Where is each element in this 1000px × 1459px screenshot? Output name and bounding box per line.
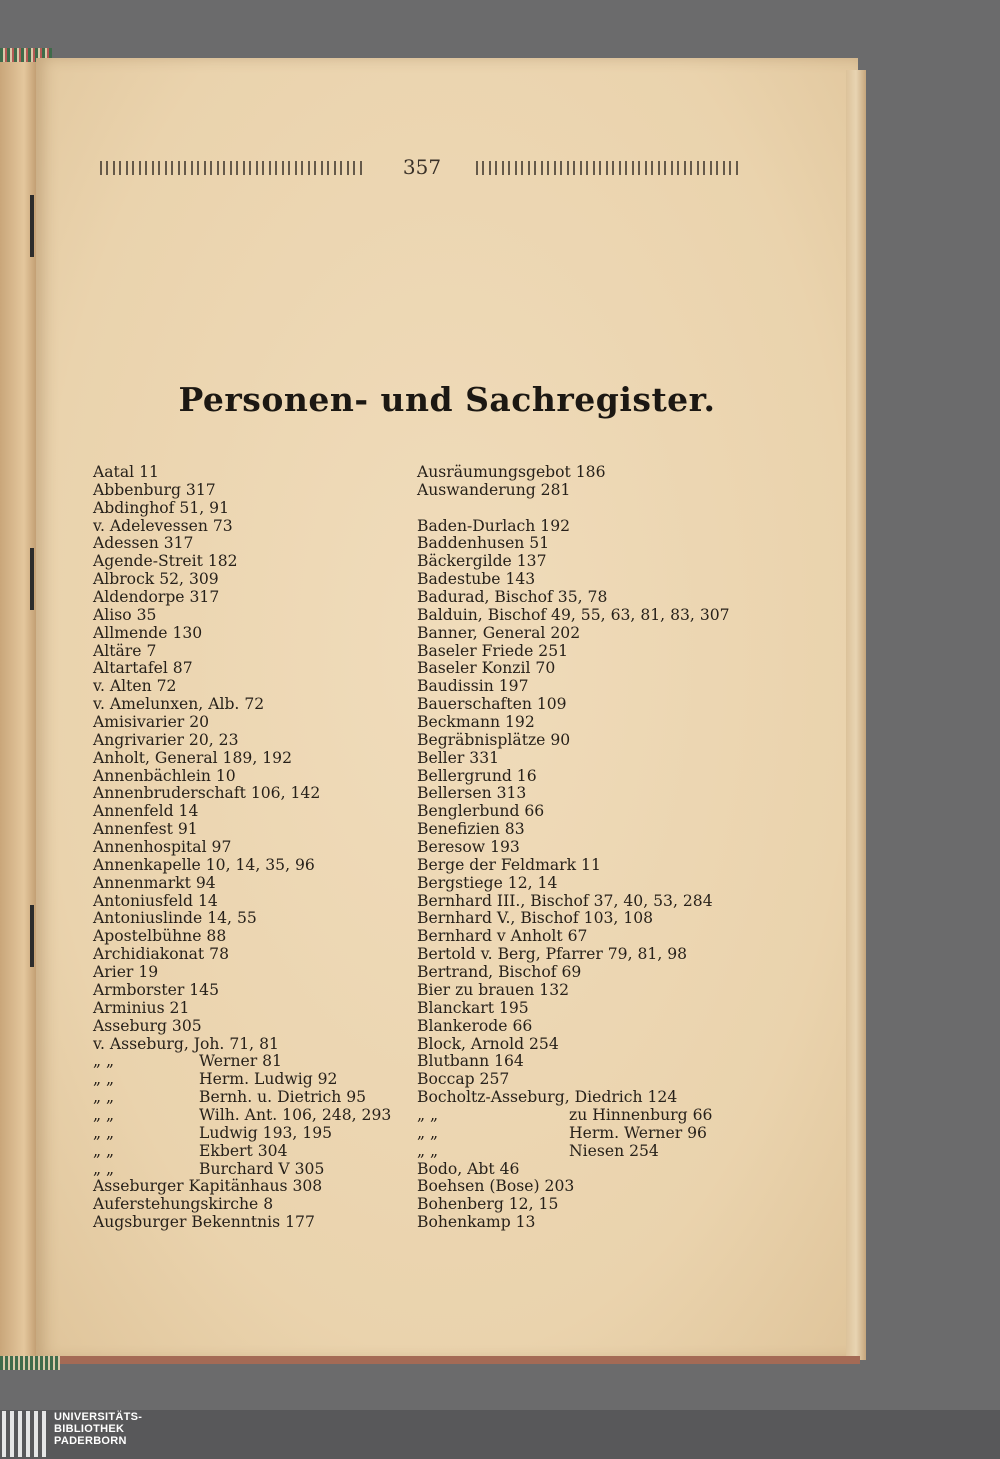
index-entry: [417, 1036, 747, 1054]
index-entry: [417, 946, 747, 964]
index-entry: [93, 732, 413, 750]
index-entry-text: Beller 331: [417, 748, 500, 767]
index-entry-text: Annenfest 91: [93, 820, 198, 839]
index-entry: [93, 607, 413, 625]
index-entry: [417, 893, 747, 911]
index-entry-text: Bier zu brauen 132: [417, 980, 570, 999]
index-entry-text: Annenkapelle 10, 14, 35, 96: [93, 855, 315, 874]
ditto-mark: „ „: [93, 1070, 115, 1089]
index-entry-text: Bernhard III., Bischof 37, 40, 53, 284: [417, 891, 713, 910]
running-header: [100, 155, 742, 186]
index-entry-text: Agende-Streit 182: [93, 552, 238, 571]
ditto-mark: „ „: [93, 1052, 115, 1071]
index-entry: [417, 1053, 747, 1071]
index-entry-text: Auswanderung 281: [417, 480, 571, 499]
index-entry: [93, 1125, 413, 1143]
index-entry-text: Benefizien 83: [417, 820, 525, 839]
index-entry: [93, 1089, 413, 1107]
index-entry-text: Benglerbund 66: [417, 802, 545, 821]
index-entry-text: Burchard V 305: [199, 1159, 325, 1178]
index-entry-text: Antoniuslinde 14, 55: [93, 909, 257, 928]
index-entry-text: Badestube 143: [417, 570, 536, 589]
index-entry-text: Bernhard V., Bischof 103, 108: [417, 909, 654, 928]
index-entry-text: Bauerschaften 109: [417, 695, 567, 714]
index-column-right: [417, 464, 747, 1232]
index-entry-text: Albrock 52, 309: [93, 570, 219, 589]
index-entry: [93, 857, 413, 875]
ditto-mark: „ „: [93, 1141, 115, 1160]
index-entry-text: v. Alten 72: [93, 677, 177, 696]
index-entry: [417, 785, 747, 803]
gutter-mark: [30, 548, 34, 610]
index-entry: [93, 982, 413, 1000]
index-entry-text: Baudissin 197: [417, 677, 529, 696]
ditto-mark: „ „: [417, 1141, 439, 1160]
index-entry-text: Baden-Durlach 192: [417, 516, 571, 535]
index-entry: [417, 768, 747, 786]
index-entry-text: Arier 19: [93, 963, 159, 982]
index-entry-text: Bernh. u. Dietrich 95: [199, 1088, 367, 1107]
index-entry-text: Berge der Feldmark 11: [417, 855, 601, 874]
index-entry-text: Amisivarier 20: [93, 713, 210, 732]
index-entry: [93, 1000, 413, 1018]
logo-bar: [42, 1411, 46, 1457]
index-entry-text: Balduin, Bischof 49, 55, 63, 81, 83, 307: [417, 605, 730, 624]
index-entry-text: Bertrand, Bischof 69: [417, 963, 582, 982]
index-entry-text: Herm. Werner 96: [569, 1123, 707, 1142]
index-entry: [93, 1036, 413, 1054]
index-entry-text: Baseler Konzil 70: [417, 659, 556, 678]
ditto-mark: „ „: [417, 1123, 439, 1142]
page-edge-bottom: [60, 1356, 860, 1364]
index-entry-text: Allmende 130: [93, 623, 203, 642]
index-entry: [417, 1018, 747, 1036]
index-entry: [417, 750, 747, 768]
index-entry: [417, 982, 747, 1000]
index-entry-text: Augsburger Bekenntnis 177: [93, 1213, 315, 1232]
index-entry: [93, 482, 413, 500]
index-entry: [417, 535, 747, 553]
footer-bar: [0, 1410, 1000, 1459]
index-entry-text: zu Hinnenburg 66: [569, 1105, 713, 1124]
index-entry-text: Apostelbühne 88: [93, 927, 227, 946]
logo-bar: [10, 1411, 14, 1457]
index-entry: [93, 678, 413, 696]
index-entry: [417, 910, 747, 928]
index-entry-text: Badurad, Bischof 35, 78: [417, 588, 608, 607]
index-entry-text: Banner, General 202: [417, 623, 581, 642]
index-entry-text: Ludwig 193, 195: [199, 1123, 333, 1142]
index-entry: [417, 714, 747, 732]
index-entry: [93, 750, 413, 768]
index-entry-text: Bertold v. Berg, Pfarrer 79, 81, 98: [417, 945, 688, 964]
index-entry: [93, 928, 413, 946]
index-column-left: [93, 464, 413, 1232]
index-entry: [417, 1161, 747, 1179]
index-entry-text: Armborster 145: [93, 980, 219, 999]
index-entry: [93, 946, 413, 964]
index-entry: [417, 1214, 747, 1232]
index-entry: [417, 732, 747, 750]
index-entry-text: Auferstehungskirche 8: [93, 1195, 274, 1214]
index-entry: [417, 1196, 747, 1214]
gutter-mark: [30, 195, 34, 257]
index-entry-text: Bellersen 313: [417, 784, 527, 803]
index-entry: [417, 607, 747, 625]
index-entry: [417, 482, 747, 500]
index-entry: [417, 928, 747, 946]
index-entry-text: Bellergrund 16: [417, 766, 537, 785]
index-entry-text: Angrivarier 20, 23: [93, 730, 239, 749]
index-entry: [93, 785, 413, 803]
index-entry: [93, 875, 413, 893]
index-entry: [93, 1143, 413, 1161]
index-entry-text: Blutbann 164: [417, 1052, 524, 1071]
index-entry: [93, 1107, 413, 1125]
index-entry-text: Niesen 254: [569, 1141, 659, 1160]
index-entry: [93, 553, 413, 571]
index-entry-text: Blankerode 66: [417, 1016, 533, 1035]
index-entry-text: Adessen 317: [93, 534, 194, 553]
index-entry-text: Annenbruderschaft 106, 142: [93, 784, 321, 803]
index-entry: [417, 660, 747, 678]
index-entry-text: Archidiakonat 78: [93, 945, 229, 964]
index-entry: [417, 696, 747, 714]
index-entry-text: Abbenburg 317: [93, 480, 216, 499]
index-entry-text: Annenfeld 14: [93, 802, 199, 821]
index-entry: [417, 1143, 747, 1161]
index-entry: [417, 518, 747, 536]
index-entry-text: Bergstiege 12, 14: [417, 873, 558, 892]
ditto-mark: „ „: [93, 1105, 115, 1124]
index-entry: [417, 821, 747, 839]
index-entry-text: Wilh. Ant. 106, 248, 293: [199, 1105, 392, 1124]
index-entry-text: Bäckergilde 137: [417, 552, 547, 571]
index-entry-text: Arminius 21: [93, 998, 190, 1017]
index-entry: [93, 625, 413, 643]
index-entry: [93, 893, 413, 911]
library-name-line: PADERBORN: [54, 1435, 127, 1447]
library-name-line: BIBLIOTHEK: [54, 1423, 125, 1435]
index-entry-text: Beresow 193: [417, 838, 520, 857]
index-entry: [417, 1000, 747, 1018]
index-entry: [417, 857, 747, 875]
library-name-line: UNIVERSITÄTS-: [54, 1411, 143, 1423]
ornament-right: [476, 161, 742, 175]
index-entry: [417, 1107, 747, 1125]
index-entry: [417, 553, 747, 571]
index-entry: [93, 535, 413, 553]
index-entry-text: Anholt, General 189, 192: [93, 748, 292, 767]
index-entry: [417, 803, 747, 821]
index-entry-text: Annenhospital 97: [93, 838, 232, 857]
logo-bar: [18, 1411, 22, 1457]
index-entry: [417, 589, 747, 607]
index-entry-text: Bernhard v Anholt 67: [417, 927, 588, 946]
index-entry: [417, 875, 747, 893]
library-logo: [0, 1411, 52, 1457]
index-entry: [93, 1214, 413, 1232]
index-entry: [93, 964, 413, 982]
index-entry: [93, 518, 413, 536]
index-entry: [93, 660, 413, 678]
index-entry: [93, 1178, 413, 1196]
index-entry-text: Boccap 257: [417, 1070, 510, 1089]
index-entry-text: Herm. Ludwig 92: [199, 1070, 338, 1089]
index-entry-text: Begräbnisplätze 90: [417, 730, 571, 749]
gutter-mark: [30, 905, 34, 967]
index-entry-text: Aldendorpe 317: [93, 588, 220, 607]
index-entry-text: Baseler Friede 251: [417, 641, 569, 660]
index-entry: [93, 571, 413, 589]
index-entry-text: Annenbächlein 10: [93, 766, 236, 785]
index-entry: [93, 839, 413, 857]
index-entry-text: Block, Arnold 254: [417, 1034, 559, 1053]
page-number: 357: [402, 155, 442, 179]
index-entry-text: Annenmarkt 94: [93, 873, 216, 892]
index-entry-text: Ausräumungsgebot 186: [417, 463, 606, 481]
index-entry: [417, 625, 747, 643]
index-entry: [93, 1018, 413, 1036]
index-entry: [417, 464, 747, 482]
index-gap: [417, 500, 747, 518]
index-entry: [93, 500, 413, 518]
index-entry: [417, 571, 747, 589]
index-entry: [417, 643, 747, 661]
index-entry: [93, 1196, 413, 1214]
index-entry-text: Bocholtz-Asseburg, Diedrich 124: [417, 1088, 678, 1107]
index-entry-text: Ekbert 304: [199, 1141, 288, 1160]
index-entry: [417, 964, 747, 982]
ditto-mark: „ „: [93, 1088, 115, 1107]
logo-bar: [2, 1411, 6, 1457]
index-entry-text: Asseburger Kapitänhaus 308: [93, 1177, 323, 1196]
index-entry-text: Bohenberg 12, 15: [417, 1195, 559, 1214]
index-entry: [417, 1125, 747, 1143]
index-entry: [417, 839, 747, 857]
index-entry: [93, 589, 413, 607]
index-entry-text: Baddenhusen 51: [417, 534, 550, 553]
ditto-mark: „ „: [93, 1123, 115, 1142]
index-entry-text: Abdinghof 51, 91: [93, 498, 229, 517]
index-entry-text: Altäre 7: [93, 641, 157, 660]
index-entry: [93, 768, 413, 786]
index-entry-text: Aatal 11: [93, 463, 159, 481]
index-entry-text: Altartafel 87: [93, 659, 193, 678]
index-entry: [93, 643, 413, 661]
logo-bar: [34, 1411, 38, 1457]
ornament-left: [100, 161, 366, 175]
index-entry-text: Beckmann 192: [417, 713, 535, 732]
index-entry: [417, 1178, 747, 1196]
index-entry-text: Blanckart 195: [417, 998, 529, 1017]
index-entry: [93, 803, 413, 821]
page-edge-right: [846, 70, 866, 1360]
index-entry-text: Aliso 35: [93, 605, 157, 624]
index-entry-text: v. Amelunxen, Alb. 72: [93, 695, 265, 714]
index-entry-text: Asseburg 305: [93, 1016, 202, 1035]
index-entry: [93, 821, 413, 839]
index-entry: [93, 464, 413, 482]
index-entry: [93, 910, 413, 928]
library-name: [54, 1411, 142, 1447]
index-entry-text: Bodo, Abt 46: [417, 1159, 520, 1178]
index-entry: [417, 1071, 747, 1089]
index-entry: [93, 696, 413, 714]
left-page-edge: [0, 62, 40, 1362]
index-entry: [93, 714, 413, 732]
index-entry-text: Werner 81: [199, 1052, 282, 1071]
index-entry-text: v. Asseburg, Joh. 71, 81: [93, 1034, 279, 1053]
index-entry: [93, 1161, 413, 1179]
index-entry: [417, 678, 747, 696]
logo-bar: [26, 1411, 30, 1457]
index-entry-text: Bohenkamp 13: [417, 1213, 536, 1232]
index-entry-text: Boehsen (Bose) 203: [417, 1177, 575, 1196]
index-entry-text: Antoniusfeld 14: [93, 891, 218, 910]
ditto-mark: „ „: [93, 1159, 115, 1178]
index-entry: [93, 1071, 413, 1089]
ditto-mark: „ „: [417, 1105, 439, 1124]
index-entry: [417, 1089, 747, 1107]
book-spine-cloth-bottom: [0, 1356, 60, 1370]
index-entry: [93, 1053, 413, 1071]
index-entry-text: v. Adelevessen 73: [93, 516, 233, 535]
register-title: Personen- und Sachregister.: [178, 380, 716, 419]
